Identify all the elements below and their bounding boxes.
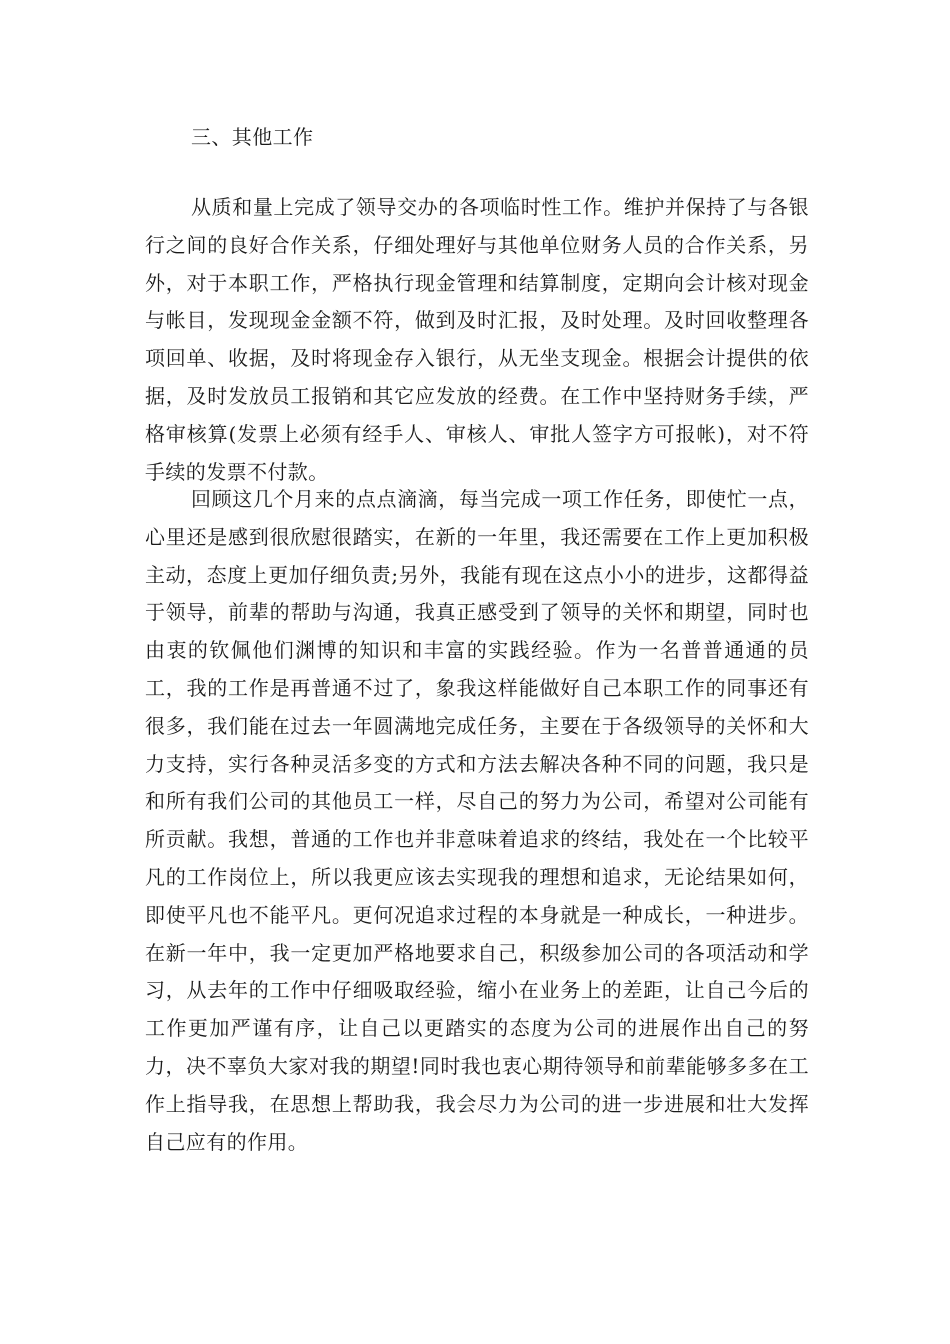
paragraph-review: 回顾这几个月来的点点滴滴，每当完成一项工作任务，即使忙一点，心里还是感到很欣慰很踏实，在新的一年里，我还需要在工作上更加积极主动，态度上更加仔细负责;另外，我能有现在这点小小的进步，这都得益于领导，前辈的帮助与沟通，我真正感受到了领导的关怀和期望，同时也由衷的钦佩他们渊博的知识和丰富的实践经验。作为一名普普通通的员工，我的工作是再普通不过了，象我这样能做好自己本职工作的同事还有很多，我们能在过去一年圆满地完成任务，主要在于各级领导的关怀和大力支持，实行各种灵活多变的方式和方法去解决各种不同的问题，我只是和所有我们公司的其他员工一样，尽自己的努力为公司，希望对公司能有所贡献。我想，普通的工作也并非意味着追求的终结，我处在一个比较平凡的工作岗位上，所以我更应该去实现我的理想和追求，无论结果如何，即使平凡也不能平凡。更何况追求过程的本身就是一种成长，一种进步。在新一年中，我一定更加严格地要求自己，积级参加公司的各项活动和学习，从去年的工作中仔细吸取经验，缩小在业务上的差距，让自己今后的工作更加严谨有序，让自己以更踏实的态度为公司的进展作出自己的努力，决不辜负大家对我的期望!同时我也衷心期待领导和前辈能够多多在工作上指导我，在思想上帮助我，我会尽力为公司的进一步进展和壮大发挥自己应有的作用。 [145, 487, 809, 1154]
section-heading: 三、其他工作 [191, 125, 314, 149]
paragraph-other-work: 从质和量上完成了领导交办的各项临时性工作。维护并保持了与各银行之间的良好合作关系，仔细处理好与其他单位财务人员的合作关系，另外，对于本职工作，严格执行现金管理和结算制度，定期向会计核对现金与帐目，发现现金金额不符，做到及时汇报，及时处理。及时回收整理各项回单、收据，及时将现金存入银行，从无坐支现金。根据会计提供的依据，及时发放员工报销和其它应发放的经费。在工作中坚持财务手续，严格审核算(发票上必须有经手人、审核人、审批人签字方可报帐)，对不符手续的发票不付款。 [145, 195, 809, 484]
